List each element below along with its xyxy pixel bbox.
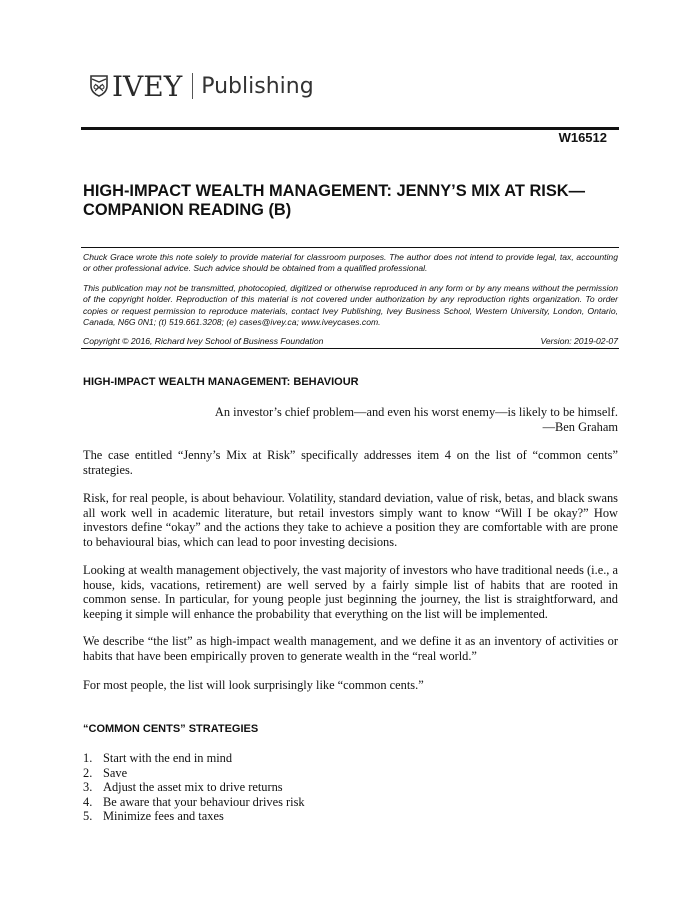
case-number: W16512 <box>558 130 607 145</box>
list-item: 2. Save <box>83 765 128 780</box>
title-line-2: COMPANION READING (B) <box>83 201 292 219</box>
list-item: 5. Minimize fees and taxes <box>83 809 224 824</box>
paragraph: We describe “the list” as high-impact wealth management, and we define it as an inventory of activities or habits that have been empirically proven to generate wealth in the “real world.” <box>83 634 618 663</box>
quote-author: —Ben Graham <box>542 420 618 434</box>
section-heading-common-cents: “COMMON CENTS” STRATEGIES <box>83 723 259 735</box>
epigraph <box>215 405 618 435</box>
ivey-publishing-logo <box>90 66 314 106</box>
strategies-list <box>83 751 305 824</box>
notes-top-rule <box>81 247 619 248</box>
paragraph: Looking at wealth management objectively, the vast majority of investors who have traditional needs (i.e., a house, kids, vacations, retirement) are well served by a fairly simple list of habits that are rooted in common sense. In particular, for young people just beginning the journey, the list is straightforward, and keeping it simple will enhance the probability that everything on the list will be implemented. <box>83 563 618 621</box>
copyright-text: Copyright © 2016, Richard Ivey School of Business Foundation <box>83 336 324 346</box>
paragraph: Risk, for real people, is about behaviour. Volatility, standard deviation, value of risk, betas, and black swans all work well in academic literature, but retail investors simply want to know “Will I be okay?” How investors define “okay” and the actions they take to achieve a position they are comfortable with are prone to behavioural bias, which can lead to poor investing decisions. <box>83 491 618 549</box>
document-title <box>83 182 623 220</box>
section-heading-behaviour: HIGH-IMPACT WEALTH MANAGEMENT: BEHAVIOUR <box>83 376 359 388</box>
shield-crest-icon <box>90 75 108 97</box>
quote-text: An investor’s chief problem—and even his worst enemy—is likely to be himself. <box>214 405 618 419</box>
header-rule <box>81 127 619 130</box>
title-line-1: HIGH-IMPACT WEALTH MANAGEMENT: JENNY’S MIX AT RISK— <box>83 182 586 200</box>
copyright-row <box>83 336 618 346</box>
logo-divider <box>192 73 193 99</box>
logo-publisher: Publishing <box>201 73 314 99</box>
permission-note: This publication may not be transmitted, photocopied, digitized or otherwise reproduced in any form or by any means without the permission of the copyright holder. Reproduction of this material is not covered under authorization by any reproduction rights organization. To order copies or request permission to reproduce materials, contact Ivey Publishing, Ivey Business School, Western University, London, Ontario, Canada, N6G 0N1; (t) 519.661.3208; (e) cases@ivey.ca; www.iveycases.com. <box>83 283 618 328</box>
logo-brand: IVEY <box>112 69 183 103</box>
author-note: Chuck Grace wrote this note solely to provide material for classroom purposes. The author does not intend to provide legal, tax, accounting or other professional advice. Such advice should be obtained from a qualified professional. <box>83 252 618 274</box>
notes-bottom-rule <box>81 348 619 349</box>
paragraph: For most people, the list will look surprisingly like “common cents.” <box>83 678 424 692</box>
paragraph: The case entitled “Jenny’s Mix at Risk” specifically addresses item 4 on the list of “common cents” strategies. <box>83 448 618 477</box>
list-item: 4. Be aware that your behaviour drives risk <box>83 794 305 809</box>
list-item: 3. Adjust the asset mix to drive returns <box>83 780 283 795</box>
list-item: 1. Start with the end in mind <box>83 751 233 765</box>
version-text: Version: 2019-02-07 <box>540 336 618 346</box>
